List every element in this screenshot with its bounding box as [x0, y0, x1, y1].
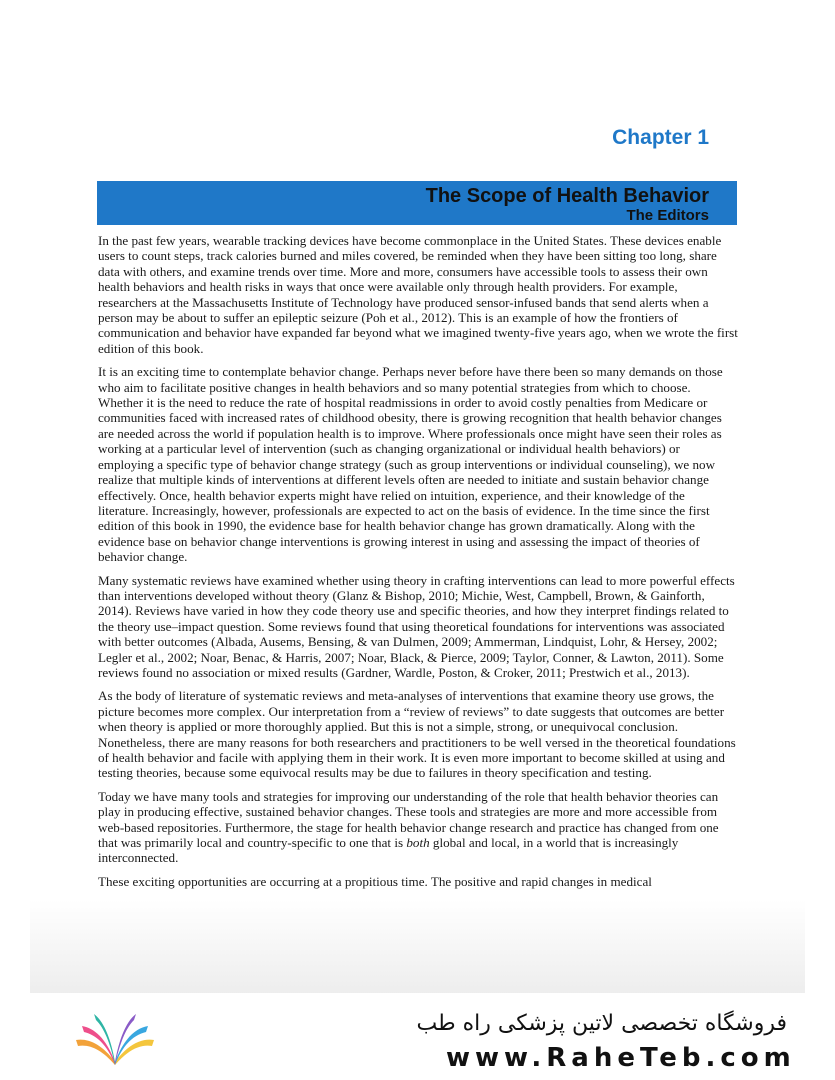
body-text	[98, 233, 738, 897]
paragraph-text: Today we have many tools and strategies for improving our understanding of the role that health behavior theories can play in producing effective, sustained behavior changes. These tools and strategies are more and more accessible from web-based repositories. Furthermore, the stage for health behavior change research and practice has changed from one that was primarily local and country-specific to one that is	[98, 788, 719, 851]
paragraph	[98, 789, 738, 866]
open-book-logo-icon	[72, 1010, 158, 1072]
chapter-title: The Scope of Health Behavior	[425, 185, 709, 207]
shop-name: فروشگاه تخصصی لاتین پزشکی راه طب	[416, 1011, 787, 1036]
paragraph: It is an exciting time to contemplate behavior change. Perhaps never before have there been so many demands on those who aim to facilitate positive changes in health behaviors and so many potential strategies from which to choose. Whether it is the need to reduce the rate of hospital readmissions in order to avoid costly penalties from Medicare or communities faced with increased rates of childhood obesity, there is growing recognition that health behavior changes are needed across the world if population health is to improve. Where professionals once might have seen their roles as working at a particular level of intervention (such as changing organizational or individual health behaviors) or employing a specific type of behavior change strategy (such as group interventions or individual counseling), we now realize that multiple kinds of interventions at different levels often are needed to initiate and sustain behavior change effectively. Once, health behavior experts might have relied on intuition, experience, and their knowledge of the literature. Increasingly, however, professionals are expected to act on the basis of evidence. In the time since the first edition of this book in 1990, the evidence base for health behavior change has grown dramatically. Along with the evidence base on behavior change interventions is growing interest in using and assessing the impact of theories of behavior change.	[98, 364, 723, 565]
paragraph: Many systematic reviews have examined whether using theory in crafting interventions can lead to more powerful effects than interventions developed without theory (Glanz & Bishop, 2010; Michie, West, Campbell, Brown, & Gainforth, 2014). Reviews have varied in how they code theory use and specific theories, and how they interpret findings related to the theory use–impact question. Some reviews found that using theoretical foundations for interventions was associated with better outcomes (Albada, Ausems, Bensing, & van Dulmen, 2009; Ammerman, Lindquist, Lohr, & Hersey, 2002; Legler et al., 2002; Noar, Benac, & Harris, 2007; Noar, Black, & Pierce, 2009; Taylor, Conner, & Lawton, 2011). Some reviews found no association or mixed results (Gardner, Wardle, Poston, & Croker, 2011; Prestwich et al., 2013).	[98, 572, 735, 680]
page-fade	[30, 900, 805, 995]
emphasis-text: both	[406, 835, 430, 851]
paragraph: In the past few years, wearable tracking devices have become commonplace in the United States. These devices enable users to count steps, track calories burned and miles covered, be reminded when they have been sitting too long, share data with others, and examine trends over time. More and more, consumers have accessible tools to assess their own health behaviors and health risks in ways that once were available only through health providers. For example, researchers at the Massachusetts Institute of Technology have produced sensor-infused bands that send alerts when a person may be about to suffer an epileptic seizure (Poh et al., 2012). This is an example of how the frontiers of communication and behavior have expanded far beyond what we imagined twenty-five years ago, when we wrote the first edition of this book.	[98, 233, 738, 356]
chapter-title-band	[97, 181, 737, 225]
chapter-label: Chapter 1	[612, 126, 709, 149]
shop-url: www.RaheTeb.com	[446, 1043, 796, 1073]
paragraph: As the body of literature of systematic reviews and meta-analyses of interventions that examine theory use grows, the picture becomes more complex. Our interpretation from a “review of reviews” to date suggests that outcomes are better when theory is applied or more thoroughly applied. But this is not a simple, strong, or unequivocal conclusion. Nonetheless, there are many reasons for both researchers and practitioners to be well versed in the theoretical foundations of health behavior and facile with applying them in their work. It is even more important to become skilled at using and testing theories, because some equivocal results may be due to failures in theory specification and testing.	[98, 688, 736, 781]
chapter-authors: The Editors	[626, 207, 709, 224]
paragraph: These exciting opportunities are occurring at a propitious time. The positive and rapid changes in medical	[98, 873, 652, 889]
paragraph-text: global and local, in a world that is increasingly interconnected.	[98, 835, 679, 866]
